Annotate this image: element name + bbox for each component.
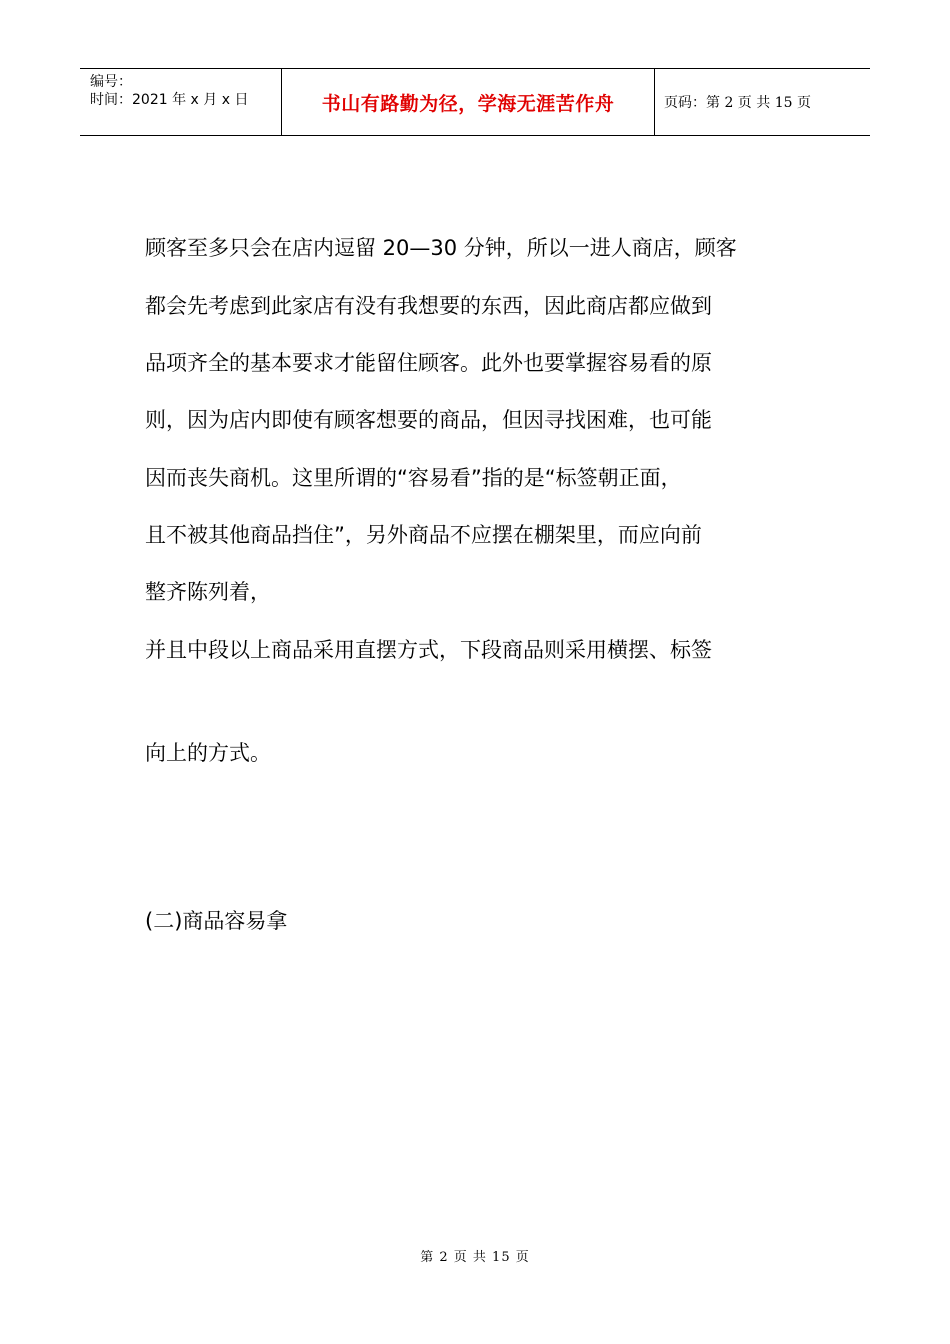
header-page-number: 页码：第 2 页 共 15 页: [664, 95, 811, 111]
paragraph-line: 并且中段以上商品采用直摆方式，下段商品则采用横摆、标签: [145, 638, 712, 662]
doc-date-label: 时间：2021 年 x 月 x 日: [90, 92, 249, 108]
doc-number-label: 编号：: [90, 74, 132, 90]
paragraph-line: 都会先考虑到此家店有没有我想要的东西，因此商店都应做到: [145, 294, 712, 318]
section-heading: (二)商品容易拿: [145, 909, 288, 933]
document-header: [80, 68, 870, 136]
paragraph-line: 则，因为店内即使有顾客想要的商品，但因寻找困难，也可能: [145, 408, 712, 432]
header-meta: [80, 69, 281, 135]
paragraph-line: 整齐陈列着，: [145, 580, 271, 604]
paragraph-line: 向上的方式。: [145, 741, 271, 765]
header-page-info: [655, 69, 870, 135]
paragraph-line: 因而丧失商机。这里所谓的“容易看”指的是“标签朝正面，: [145, 466, 682, 490]
header-motto: 书山有路勤为径，学海无涯苦作舟: [321, 92, 615, 115]
paragraph-line: 顾客至多只会在店内逗留 20—30 分钟，所以一进人商店，顾客: [145, 236, 737, 260]
paragraph-line: 且不被其他商品挡住”，另外商品不应摆在棚架里，而应向前: [145, 523, 702, 547]
header-motto-cell: [281, 69, 655, 135]
page-footer: 第 2 页 共 15 页: [420, 1250, 530, 1265]
paragraph-line: 品项齐全的基本要求才能留住顾客。此外也要掌握容易看的原: [145, 351, 712, 375]
